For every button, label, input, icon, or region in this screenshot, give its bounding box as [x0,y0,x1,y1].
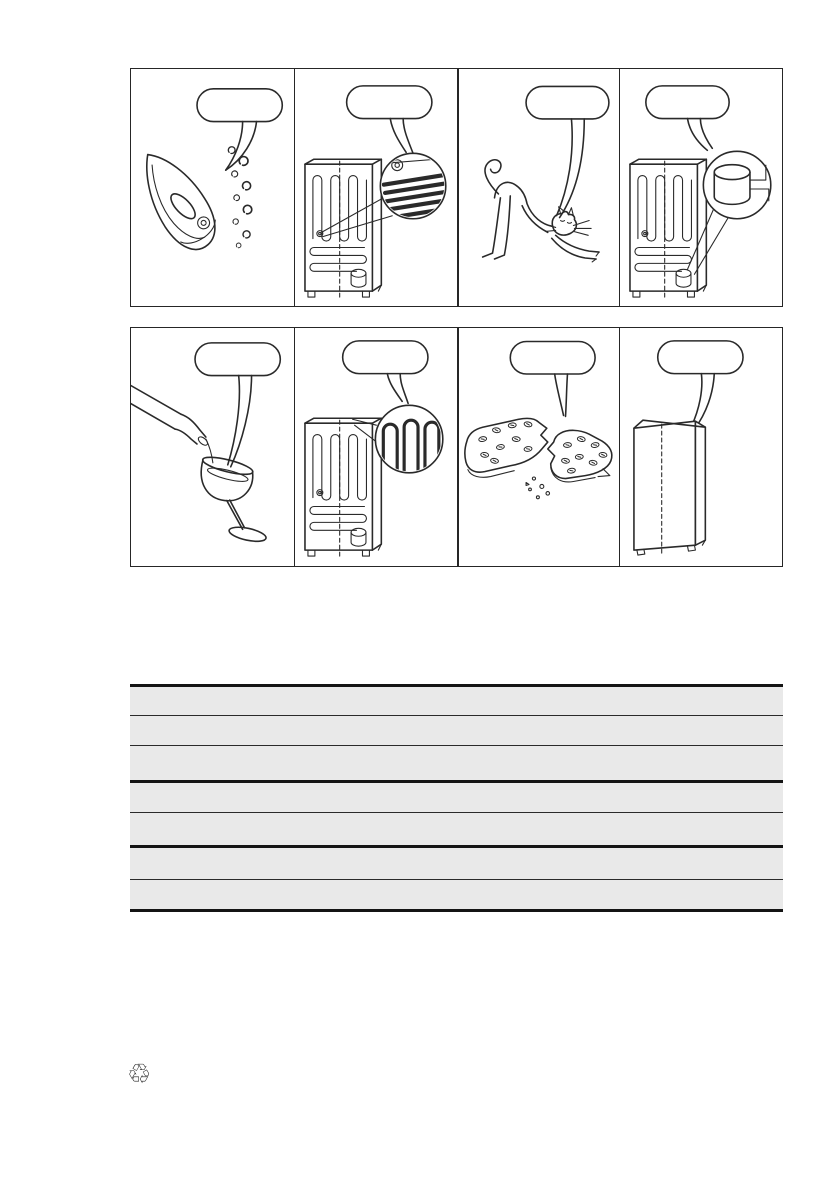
magnifier-circle [704,151,771,218]
magnifier-circle [375,405,442,472]
wine-bottle [131,383,213,463]
fridge-back [305,159,381,299]
zoom-wedge [688,210,729,274]
cabinet [634,420,705,555]
broken-slab-illustration [459,328,620,566]
speech-bubble [346,86,431,119]
speech-bubble [646,86,729,119]
speech-bubble-tail [692,374,702,427]
speech-bubble [658,341,743,374]
wine-illustration [131,328,294,566]
speech-bubble-tail [556,119,572,216]
panel-stretching-cat [457,69,620,306]
speech-bubble [526,86,609,119]
fridge-back [630,159,706,299]
speech-bubble-tail [554,374,563,415]
panel-fridge-condenser-zoom [294,69,457,306]
panel-fridge-compressor-zoom [619,69,782,306]
table-row [130,783,783,813]
steam-iron-illustration [131,69,294,306]
table-row [130,716,783,746]
speech-bubble [197,89,282,122]
figure-strip-top [130,68,783,307]
cabinet-illustration [620,328,782,566]
fridge-back [305,418,381,558]
panel-cabinet [619,328,782,566]
table-row [130,746,783,783]
panel-steam-iron [131,69,294,306]
cat-illustration [459,69,620,306]
figure-strip-bottom [130,327,783,567]
iron [131,143,229,259]
fridge-compressor-illustration [620,69,782,306]
fridge-condenser-illustration [295,69,457,306]
speech-bubble [510,341,595,374]
panel-broken-slab [457,328,620,566]
panel-fridge-evaporator-zoom [294,328,457,566]
speech-bubble [195,343,280,376]
table-row [130,880,783,912]
table-row [130,848,783,880]
table-row [130,813,783,848]
recycling-symbol-icon: ♲ [127,1059,152,1090]
wine-glass [201,454,267,544]
panel-wine-glass [131,328,294,566]
crumbs [526,477,549,499]
speech-bubble [342,341,427,374]
cat [482,160,598,262]
fridge-evaporator-illustration [295,328,457,566]
slab-left [464,418,547,477]
technical-data-table [130,684,783,912]
table-row [130,687,783,716]
